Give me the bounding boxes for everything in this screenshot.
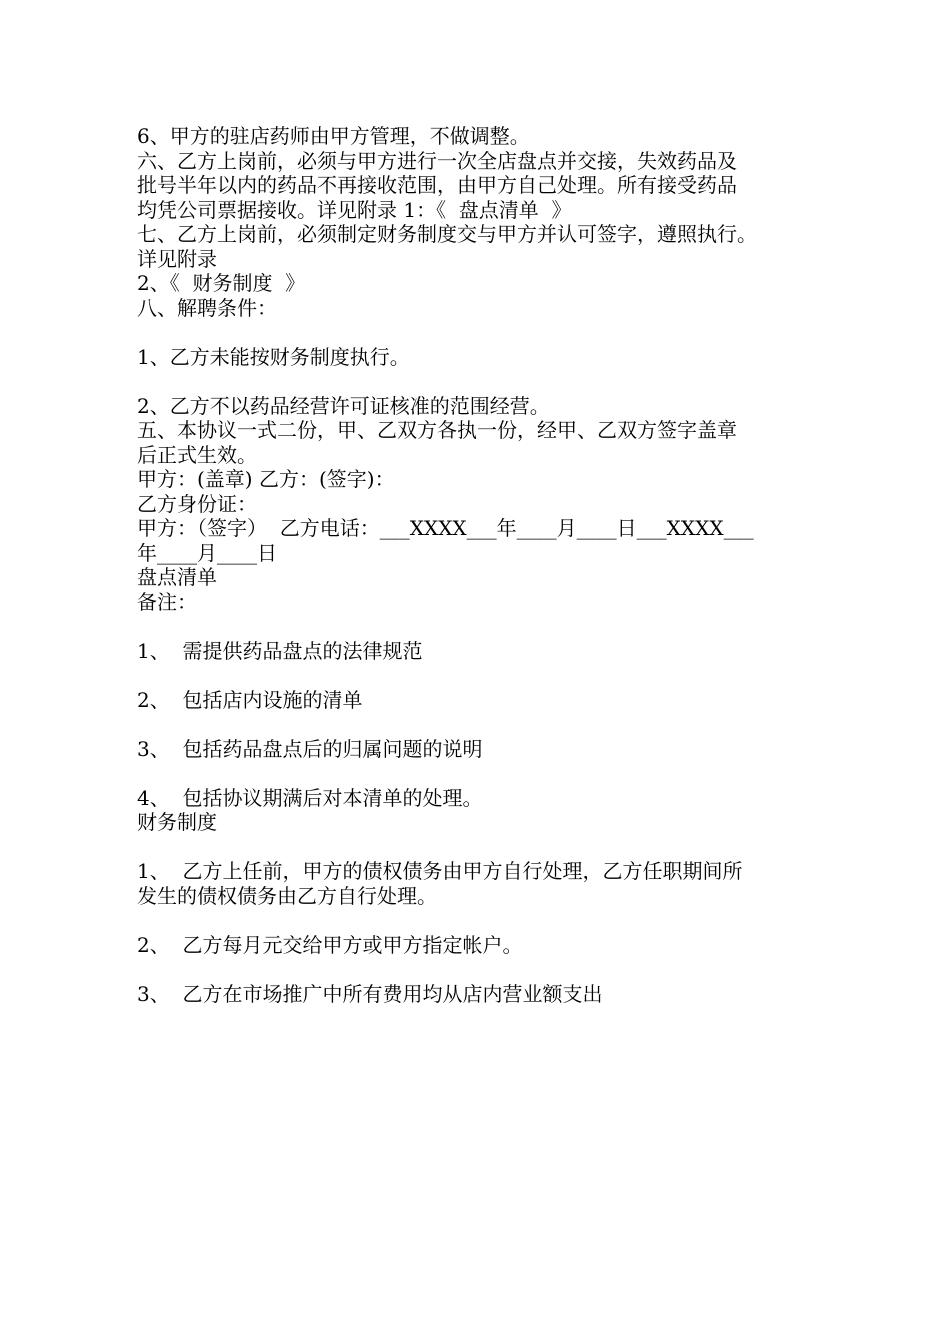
text-line: 均凭公司票据接收。详见附录 1：《 盘点清单 》 (137, 197, 572, 222)
document-page (137, 124, 827, 1006)
list-item: 1、 乙方上任前，甲方的债权债务由甲方自行处理，乙方任职期间所 (137, 859, 743, 883)
date-line: 年____月____日 (137, 540, 277, 565)
text-line: 六、乙方上岗前，必须与甲方进行一次全店盘点并交接，失效药品及 (137, 148, 737, 173)
list-item: 2、 乙方每月元交给甲方或甲方指定帐户。 (137, 932, 523, 957)
section-heading: 财务制度 (137, 810, 217, 834)
text-line: 2、《 财务制度 》 (137, 271, 306, 295)
signature-date-line: 甲方：（签字） 乙方电话：___XXXX___年____月____日___XXXX___ (137, 516, 754, 540)
text-line: 6、甲方的驻店药师由甲方管理，不做调整。 (137, 124, 530, 148)
signature-line: 甲方：(盖章) 乙方：(签字)： (137, 467, 395, 491)
text-line: 发生的债权债务由乙方自行处理。 (137, 883, 437, 908)
list-item: 2、 包括店内设施的清单 (137, 687, 363, 712)
list-item: 3、 乙方在市场推广中所有费用均从店内营业额支出 (137, 981, 603, 1006)
text-line: 2、乙方不以药品经营许可证核准的范围经营。 (137, 393, 550, 418)
notes-label: 备注： (137, 589, 197, 614)
text-line: 后正式生效。 (137, 442, 257, 467)
list-item: 1、 需提供药品盘点的法律规范 (137, 638, 423, 663)
section-heading: 盘点清单 (137, 565, 217, 589)
list-item: 3、 包括药品盘点后的归属问题的说明 (137, 736, 483, 761)
text-line: 七、乙方上岗前，必须制定财务制度交与甲方并认可签字，遵照执行。 (137, 222, 757, 246)
text-line: 1、乙方未能按财务制度执行。 (137, 344, 410, 369)
list-item: 4、 包括协议期满后对本清单的处理。 (137, 785, 483, 810)
text-line: 五、本协议一式二份，甲、乙双方各执一份，经甲、乙双方签字盖章 (137, 418, 737, 442)
text-line: 详见附录 (137, 246, 217, 271)
id-line: 乙方身份证： (137, 491, 257, 516)
section-heading: 八、解聘条件： (137, 295, 277, 320)
text-line: 批号半年以内的药品不再接收范围，由甲方自己处理。所有接受药品 (137, 173, 737, 197)
